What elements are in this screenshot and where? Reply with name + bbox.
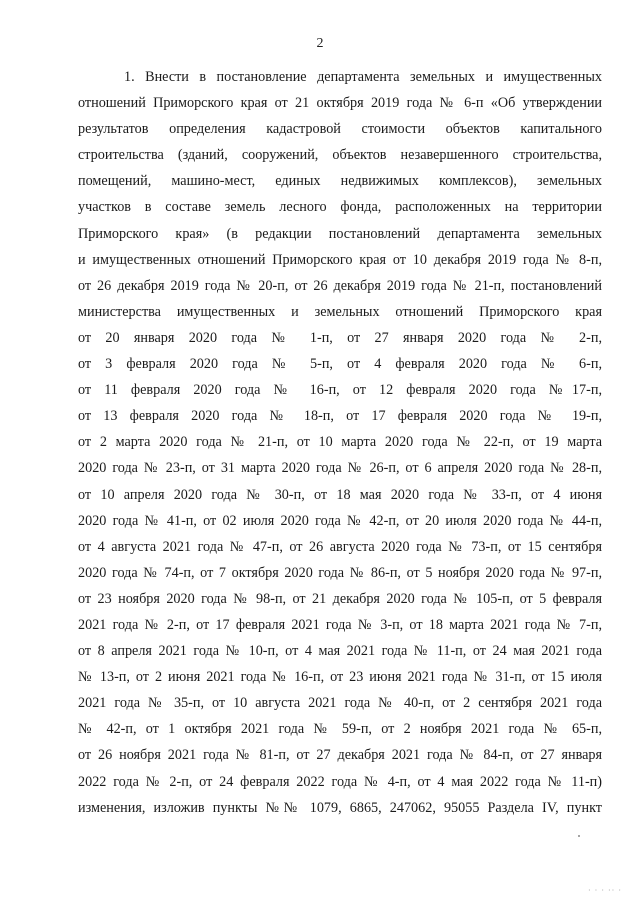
paragraph-line: результатов определения кадастровой стоимости объектов капитального (78, 121, 602, 138)
paragraph-line: участков в составе земель лесного фонда, расположенных на территории (78, 199, 602, 216)
paragraph-line: от 26 ноября 2021 года № 81-п, от 27 декабря 2021 года № 84-п, от 27 января (78, 747, 602, 764)
paragraph-line: Приморского края» (в редакции постановлений департамента земельных (78, 225, 602, 242)
paragraph-line: 2021 года № 35-п, от 10 августа 2021 года № 40-п, от 2 сентября 2021 года (78, 695, 602, 712)
paragraph-line: помещений, машино-мест, единых недвижимых комплексов), земельных (78, 173, 602, 190)
paragraph-line: от 4 августа 2021 года № 47-п, от 26 августа 2020 года № 73-п, от 15 сентября (78, 538, 602, 555)
paragraph-line: от 23 ноября 2020 года № 98-п, от 21 декабря 2020 года № 105-п, от 5 февраля (78, 590, 602, 607)
paragraph-line: от 3 февраля 2020 года № 5-п, от 4 февраля 2020 года № 6-п, (78, 356, 602, 373)
paragraph-line: № 13-п, от 2 июня 2021 года № 16-п, от 23 июня 2021 года № 31-п, от 15 июля (78, 669, 602, 686)
scan-footer-mark: · · · ·· · (588, 886, 622, 895)
paragraph-line: 2022 года № 2-п, от 24 февраля 2022 года № 4-п, от 4 мая 2022 года № 11-п) (78, 773, 602, 790)
paragraph-line: от 10 апреля 2020 года № 30-п, от 18 мая 2020 года № 33-п, от 4 июня (78, 486, 602, 503)
paragraph-line: отношений Приморского края от 21 октября 2019 года № 6-п «Об утверждении (78, 95, 602, 112)
paragraph-line: строительства (зданий, сооружений, объектов незавершенного строительства, (78, 147, 602, 164)
paragraph-line: и имущественных отношений Приморского края от 10 декабря 2019 года № 8-п, (78, 251, 602, 268)
paragraph-line: министерства имущественных и земельных отношений Приморского края (78, 303, 602, 320)
document-paragraph (78, 64, 602, 821)
page-number: 2 (316, 36, 324, 51)
paragraph-line: от 26 декабря 2019 года № 20-п, от 26 декабря 2019 года № 21-п, постановлений (78, 277, 602, 294)
paragraph-line: от 13 февраля 2020 года № 18-п, от 17 февраля 2020 года № 19-п, (78, 408, 602, 425)
paragraph-line: от 8 апреля 2021 года № 10-п, от 4 мая 2021 года № 11-п, от 24 мая 2021 года (78, 643, 602, 660)
paragraph-line: от 20 января 2020 года № 1-п, от 27 января 2020 года № 2-п, (78, 329, 602, 346)
paragraph-line: № 42-п, от 1 октября 2021 года № 59-п, от 2 ноября 2021 года № 65-п, (78, 721, 602, 738)
paragraph-line: 1. Внести в постановление департамента земельных и имущественных (124, 69, 602, 85)
paragraph-line: от 11 февраля 2020 года № 16-п, от 12 февраля 2020 года №17-п, (78, 382, 602, 399)
scan-artifact (578, 835, 580, 837)
paragraph-line: 2021 года № 2-п, от 17 февраля 2021 года № 3-п, от 18 марта 2021 года № 7-п, (78, 616, 602, 633)
paragraph-line: 2020 года № 41-п, от 02 июля 2020 года № 42-п, от 20 июля 2020 года № 44-п, (78, 512, 602, 529)
paragraph-line: 2020 года № 23-п, от 31 марта 2020 года № 26-п, от 6 апреля 2020 года № 28-п, (78, 460, 602, 477)
paragraph-line: изменения, изложив пункты №№ 1079, 6865, 247062, 95055 Раздела IV, пункт (78, 799, 602, 816)
paragraph-line: 2020 года № 74-п, от 7 октября 2020 года № 86-п, от 5 ноября 2020 года № 97-п, (78, 564, 602, 581)
paragraph-line: от 2 марта 2020 года № 21-п, от 10 марта 2020 года № 22-п, от 19 марта (78, 434, 602, 451)
